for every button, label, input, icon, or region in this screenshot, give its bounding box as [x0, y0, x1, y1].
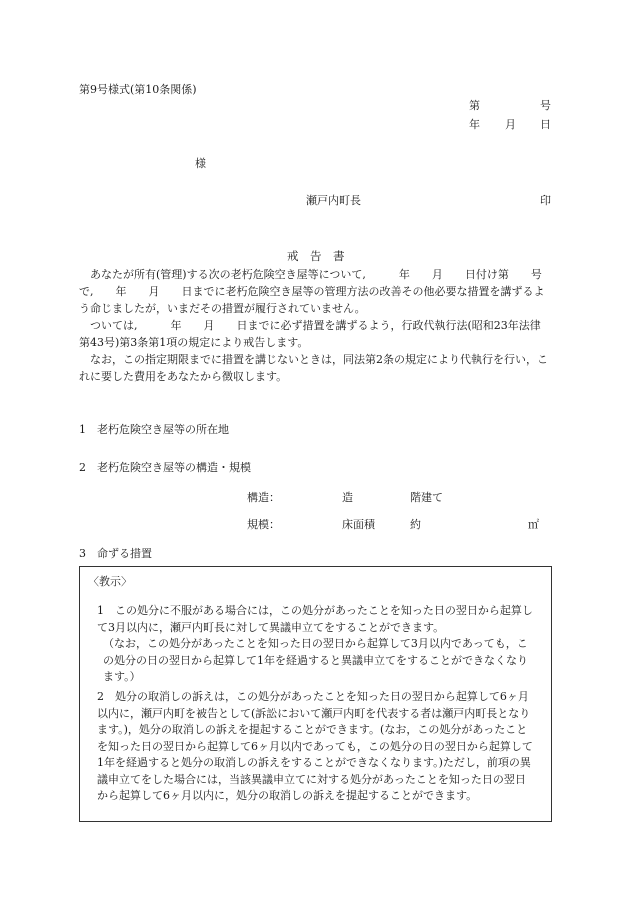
notice-item-2 [97, 689, 535, 805]
document-title: 戒 告 書 [287, 249, 345, 263]
section-2-heading: 2 老朽危険空き屋等の構造・規模 [79, 461, 251, 474]
issuer-title: 瀬戸内町長 [306, 194, 361, 207]
notice-box [79, 566, 552, 822]
scale-unit: ㎡ [528, 518, 539, 531]
structure-label: 構造： [247, 491, 280, 504]
scale-label: 規模： [247, 518, 280, 531]
date-year: 年 [469, 118, 480, 131]
notice-item-1-note: （なお，この処分があったことを知った日の翌日から起算して3月以内であっても，この処分の日の翌日から起算して1年を経過すると異議申立てをすることができなくなります。） [103, 637, 528, 683]
date-day: 日 [540, 118, 551, 131]
addressee-suffix: 様 [195, 157, 206, 170]
number-suffix: 号 [540, 99, 551, 112]
section-1-heading: 1 老朽危険空き屋等の所在地 [79, 423, 229, 436]
section-3-heading: 3 命ずる措置 [79, 547, 152, 560]
notice-item-2-text: 2 処分の取消しの訴えは，この処分があったことを知った日の翌日から起算して6ヶ月以内に，瀬戸内町を被告として(訴訟において瀬戸内町を代表する者は瀬戸内町長となります。)，処分の取消しの訴えを提起することができます。(なお，この処分があったことを知った日の翌日から起算して6ヶ月以内であっても，この処分の日の翌日から起算して1年を経過すると処分の取消しの訴えをすることができなくなります。)ただし，前項の異議申立てをした場合には，当該異議申立てに対する処分があったことを知った日の翌日から起算して6ヶ月以内に，処分の取消しの訴えを提起することができます。 [97, 690, 533, 802]
date-month: 月 [505, 118, 516, 131]
notice-item-1-text: 1 この処分に不服がある場合には，この処分があったことを知った日の翌日から起算して3月以内に，瀬戸内町長に対して異議申立てをすることができます。 [97, 604, 533, 634]
body-paragraph-1: あなたが所有(管理)する次の老朽危険空き屋等について, 年 月 日付け第 号で, 年 月 日までに老朽危険空き屋等の管理方法の改善その他必要な措置を講ずるよう命じましたが，いまだその措置が履行されていません。 [79, 268, 545, 315]
structure-floors: 階建て [410, 491, 443, 504]
notice-item-1 [97, 603, 535, 686]
notice-heading: 〈教示〉 [88, 575, 132, 588]
number-prefix: 第 [469, 99, 480, 112]
body-paragraph-2: ついては, 年 月 日までに必ず措置を講ずるよう，行政代執行法(昭和23年法律第43号)第3条第1項の規定により戒告します。 [79, 319, 541, 349]
body-paragraph-3: なお，この指定期限までに措置を講じないときは，同法第2条の規定により代執行を行い，これに要した費用をあなたから徴収します。 [79, 353, 548, 383]
scale-approx: 約 [410, 518, 421, 531]
seal-mark: 印 [540, 194, 551, 207]
scale-floor-area: 床面積 [342, 518, 375, 531]
structure-zou: 造 [342, 491, 353, 504]
form-label: 第9号様式(第10条関係) [79, 83, 197, 96]
body-text [79, 266, 551, 385]
